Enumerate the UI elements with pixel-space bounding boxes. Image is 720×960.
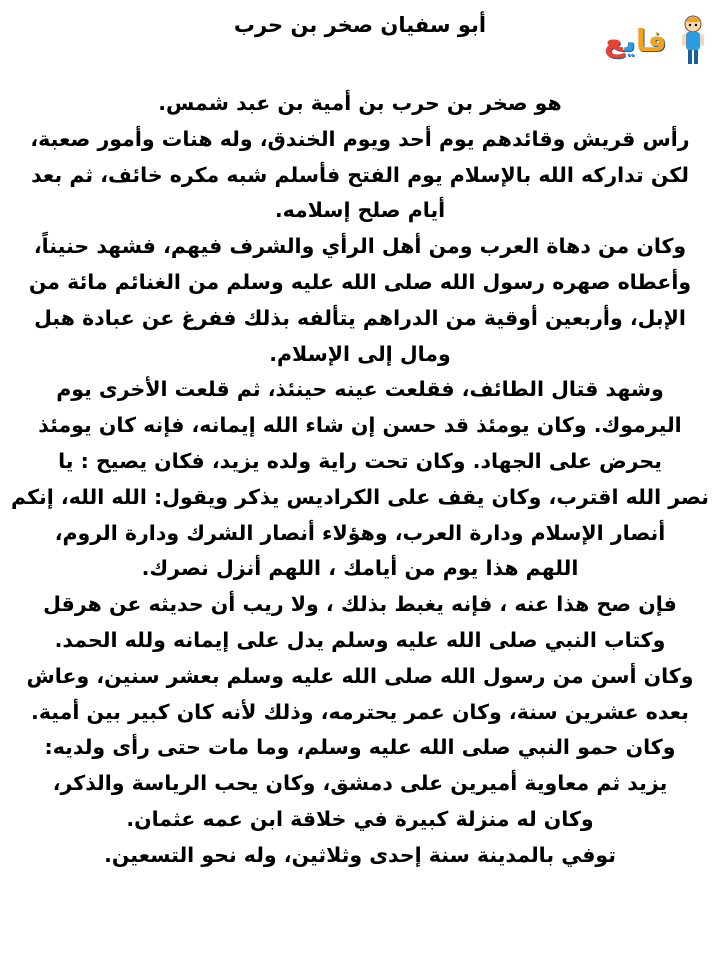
- text-line: أيام صلح إسلامه.: [274, 198, 446, 223]
- text-line: وكتاب النبي صلى الله عليه وسلم يدل على إيمانه ولله الحمد.: [54, 627, 666, 652]
- text-line: وكان حمو النبي صلى الله عليه وسلم، وما مات حتى رأى ولديه:: [44, 735, 676, 760]
- faye-logo: [602, 8, 712, 70]
- text-line: هو صخر بن حرب بن أمية بن عبد شمس.: [158, 91, 562, 115]
- text-line: وأعطاه صهره رسول الله صلى الله عليه وسلم من الغنائم مائة من: [28, 269, 692, 294]
- text-line: فإن صح هذا عنه ، فإنه يغبط بذلك ، ولا ريب أن حديثه عن هرقل: [43, 592, 677, 617]
- text-line: أنصار الإسلام ودارة العرب، وهؤلاء أنصار الشرك ودارة الروم،: [54, 520, 666, 545]
- page-title: أبو سفيان صخر بن حرب: [233, 13, 487, 37]
- biography-text: [6, 86, 714, 874]
- text-line: الإبل، وأربعين أوقية من الدراهم يتألفه بذلك ففرغ عن عبادة هبل: [34, 305, 686, 330]
- text-line: ومال إلى الإسلام.: [269, 341, 451, 366]
- text-line: وشهد قتال الطائف، فقلعت عينه حينئذ، ثم قلعت الأخرى يوم: [56, 377, 664, 402]
- text-line: توفي بالمدينة سنة إحدى وثلاثين، وله نحو التسعين.: [104, 842, 616, 867]
- logo-letter: ي: [624, 24, 636, 59]
- text-line: لكن تداركه الله بالإسلام يوم الفتح فأسلم شبه مكره خائف، ثم بعد: [31, 162, 689, 187]
- text-line: بعده عشرين سنة، وكان عمر يحترمه، وذلك لأنه كان كبير بين أمية.: [31, 699, 689, 724]
- text-line: وكان من دهاة العرب ومن أهل الرأي والشرف فيهم، فشهد حنيناً،: [33, 234, 687, 259]
- text-line: اللهم هذا يوم من أيامك ، اللهم أنزل نصرك.: [141, 556, 579, 581]
- logo-letter: ع: [604, 24, 625, 59]
- text-line: اليرموك. وكان يومئذ قد حسن إن شاء الله إيمانه، فإنه كان يومئذ: [38, 413, 682, 438]
- text-line: يزيد ثم معاوية أميرين على دمشق، وكان يحب الرياسة والذكر،: [52, 771, 668, 796]
- mascot-icon: [680, 14, 706, 68]
- logo-wordmark: [604, 22, 667, 62]
- text-line: وكان له منزلة كبيرة في خلاقة ابن عمه عثمان.: [126, 806, 594, 831]
- text-line: وكان أسن من رسول الله صلى الله عليه وسلم بعشر سنين، وعاش: [26, 663, 694, 688]
- text-line: رأس قريش وقائدهم يوم أحد ويوم الخندق، وله هنات وأمور صعبة،: [30, 126, 690, 151]
- logo-letter: فا: [635, 24, 667, 59]
- text-line: نصر الله اقترب، وكان يقف على الكراديس يذكر ويقول: الله الله، إنكم: [11, 484, 709, 509]
- text-line: يحرض على الجهاد. وكان تحت راية ولده يزيد، فكان يصيح : يا: [58, 448, 662, 473]
